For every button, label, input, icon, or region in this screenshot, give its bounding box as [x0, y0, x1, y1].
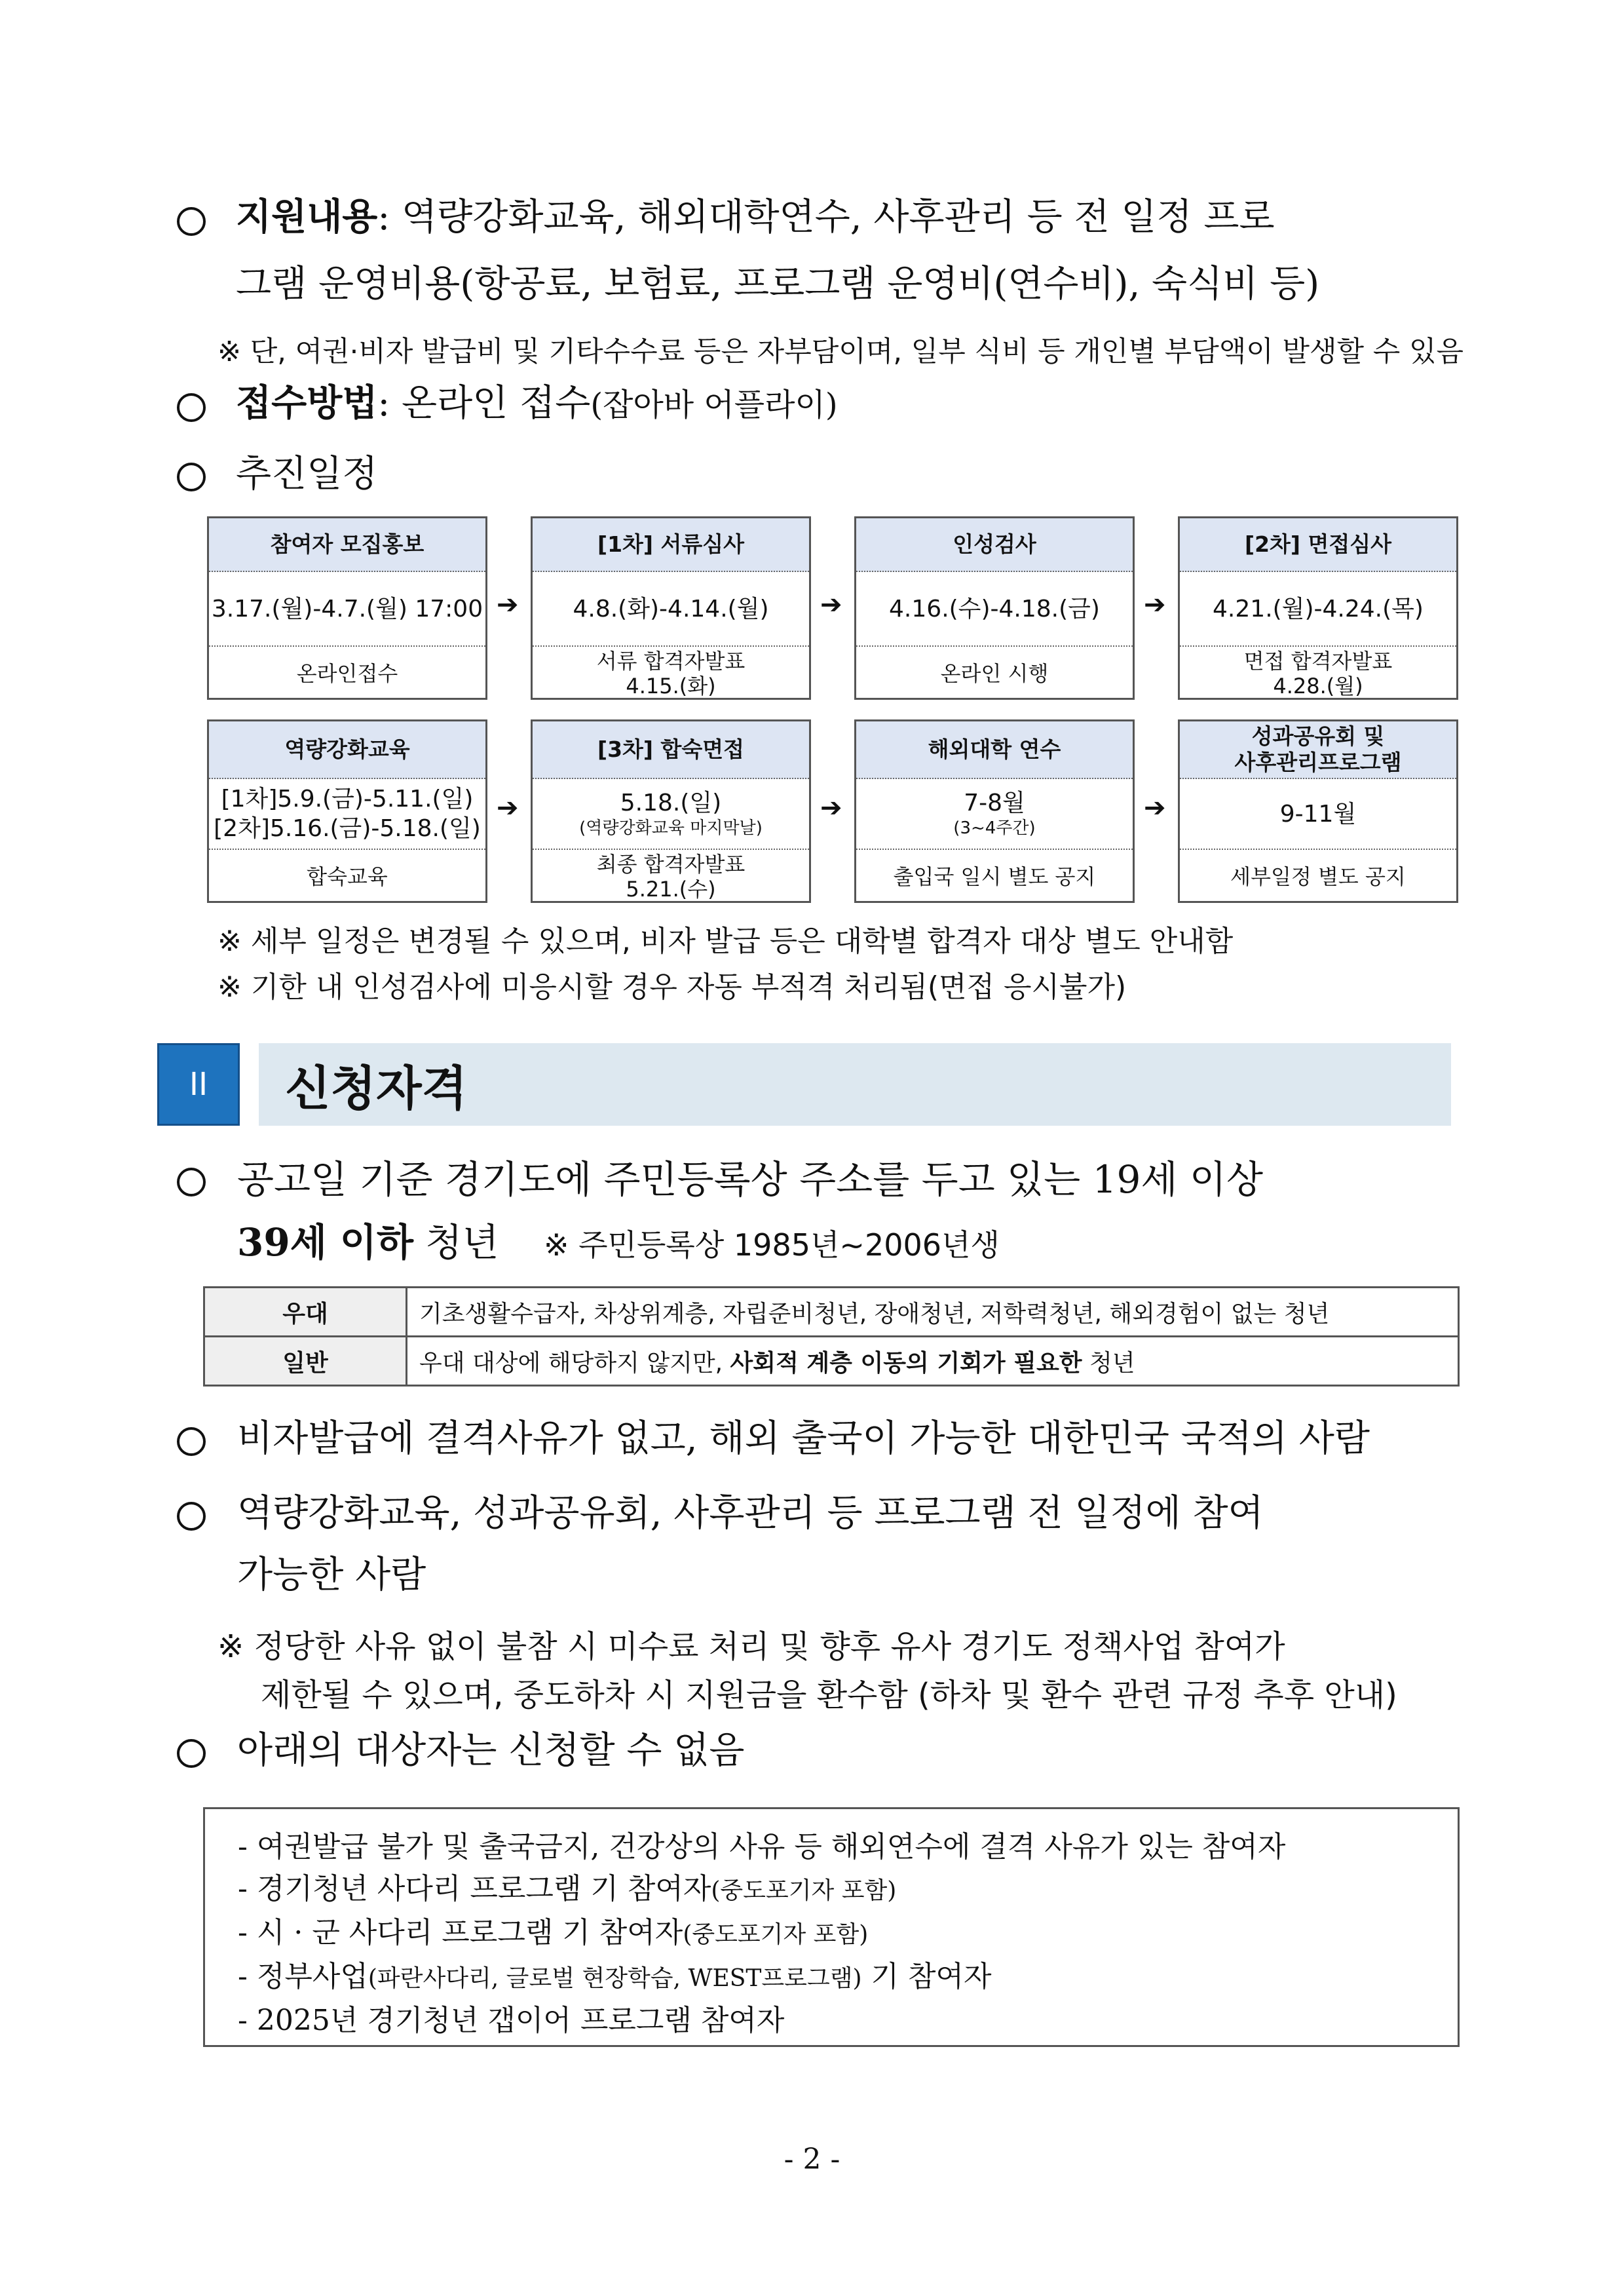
- support-label: 지원내용: [236, 196, 378, 239]
- participation-note-1: ※ 정당한 사유 없이 불참 시 미수료 처리 및 향후 유사 경기도 정책사업 참여가: [217, 1628, 1285, 1665]
- page-number: - 2 -: [784, 2143, 840, 2176]
- schedule-note-2: 4.28.(월): [1273, 674, 1363, 698]
- table-key: 일반: [204, 1337, 407, 1386]
- table-row: [204, 1288, 1459, 1337]
- table-row: [204, 1337, 1459, 1386]
- schedule-note-2: 4.15.(화): [626, 674, 716, 698]
- list-item: [238, 1868, 1425, 1912]
- schedule-date: 3.17.(월)-4.7.(월) 17:00: [211, 595, 483, 622]
- eligibility-participation-line-2: 가능한 사람: [237, 1554, 426, 1596]
- apply-method-text: : 온라인 접수: [377, 382, 591, 425]
- schedule-box-document-review: [531, 516, 811, 700]
- schedule-sub: (3~4주간): [953, 818, 1036, 839]
- exclusion-text-2: 기 참여자: [861, 1960, 992, 1993]
- support-text-2: 그램 운영비용(항공료, 보험료, 프로그램 운영비(연수비), 숙식비 등): [236, 263, 1320, 305]
- eligibility-participation-line-1: 역량강화교육, 성과공유회, 사후관리 등 프로그램 전 일정에 참여: [237, 1492, 1264, 1535]
- section-title: 신청자격: [285, 1061, 468, 1116]
- participation-note-2: 제한될 수 있으며, 중도하차 시 지원금을 환수함 (하차 및 환수 관련 규정 추후 안내): [261, 1677, 1397, 1713]
- eligibility-age-line-2: [237, 1220, 1000, 1266]
- exclusion-text: - 여권발급 불가 및 출국금지, 건강상의 사유 등 해외연수에 결격 사유가 있는 참여자: [238, 1830, 1286, 1864]
- schedule-box-overseas-training: [854, 719, 1135, 903]
- schedule-title: [3차] 합숙면접: [533, 721, 809, 779]
- list-item: [238, 2000, 1425, 2042]
- eligibility-age-youth: 청년: [413, 1220, 499, 1265]
- arrow-right-icon: ➔: [497, 793, 519, 823]
- schedule-note: 면접 합격자발표: [1243, 648, 1393, 674]
- arrow-right-icon: ➔: [1144, 590, 1166, 620]
- exclusion-text: - 2025년 경기청년 갭이어 프로그램 참여자: [238, 2004, 785, 2037]
- schedule-label: 추진일정: [236, 453, 378, 495]
- schedule-date: 9-11월: [1279, 800, 1357, 828]
- table-value-bold: 사회적 계층 이동의 기회가 필요한: [730, 1349, 1082, 1377]
- exclusion-text: - 시 · 군 사다리 프로그램 기 참여자: [238, 1916, 683, 1949]
- schedule-sub: (역량강화교육 마지막날): [579, 818, 763, 839]
- schedule-box-personality-test: [854, 516, 1135, 700]
- eligibility-table: [203, 1286, 1460, 1387]
- exclusion-small: (중도포기자 포함): [683, 1921, 869, 1948]
- exclusion-list-box: [203, 1807, 1460, 2047]
- schedule-note: 온라인 시행: [940, 660, 1049, 686]
- exclusion-small: (파란사다리, 글로벌 현장학습, WEST프로그램): [368, 1965, 862, 1992]
- schedule-note-2: ※ 기한 내 인성검사에 미응시할 경우 자동 부적격 처리됨(면접 응시불가): [217, 970, 1127, 1004]
- schedule-box-followup: [1178, 719, 1458, 903]
- table-value: [407, 1337, 1459, 1386]
- schedule-note-2: 5.21.(수): [626, 877, 716, 902]
- eligibility-visa-line: 비자발급에 결격사유가 없고, 해외 출국이 가능한 대한민국 국적의 사람: [237, 1417, 1370, 1460]
- arrow-right-icon: ➔: [497, 590, 519, 620]
- apply-method-paren: (잡아바 어플라이): [590, 387, 838, 423]
- support-note: ※ 단, 여권·비자 발급비 및 기타수수료 등은 자부담이며, 일부 식비 등 개인별 부담액이 발생할 수 있음: [217, 335, 1464, 368]
- table-value-post: 청년: [1082, 1349, 1135, 1377]
- schedule-title: [1차] 서류심사: [533, 518, 809, 572]
- section-title-bar: [259, 1043, 1451, 1126]
- table-value-pre: 우대 대상에 해당하지 않지만,: [419, 1349, 730, 1377]
- schedule-date-2: [2차]5.16.(금)-5.18.(일): [214, 815, 481, 842]
- schedule-date: 7-8월: [964, 790, 1025, 817]
- bullet-circle-icon: [177, 1168, 206, 1196]
- section-number-badge: II: [157, 1043, 240, 1126]
- apply-method-line: [236, 381, 838, 425]
- schedule-date: 5.18.(일): [620, 790, 722, 817]
- schedule-title: 성과공유회 및: [1251, 723, 1385, 750]
- schedule-note: 최종 합격자발표: [596, 851, 746, 877]
- arrow-right-icon: ➔: [820, 793, 842, 823]
- schedule-title: [2차] 면접심사: [1180, 518, 1456, 572]
- exclusion-heading: 아래의 대상자는 신청할 수 없음: [237, 1729, 745, 1772]
- table-key: 우대: [204, 1288, 407, 1337]
- schedule-date: 4.16.(수)-4.18.(금): [889, 595, 1100, 622]
- schedule-title: 참여자 모집홍보: [209, 518, 485, 572]
- support-line-1: [236, 195, 1467, 239]
- bullet-circle-icon: [177, 1502, 206, 1531]
- schedule-note: 서류 합격자발표: [596, 648, 746, 674]
- bullet-circle-icon: [177, 463, 206, 491]
- eligibility-birth-note: ※ 주민등록상 1985년~2006년생: [543, 1227, 1000, 1263]
- schedule-date: [1차]5.9.(금)-5.11.(일): [221, 786, 474, 813]
- eligibility-age-range: 39세 이하: [237, 1220, 413, 1265]
- exclusion-small: (중도포기자 포함): [711, 1877, 897, 1904]
- schedule-box-interview: [1178, 516, 1458, 700]
- bullet-circle-icon: [177, 393, 206, 422]
- bullet-circle-icon: [177, 207, 206, 236]
- exclusion-text: - 경기청년 사다리 프로그램 기 참여자: [238, 1872, 711, 1905]
- bullet-circle-icon: [177, 1427, 206, 1456]
- bullet-circle-icon: [177, 1739, 206, 1768]
- support-text-1: : 역량강화교육, 해외대학연수, 사후관리 등 전 일정 프로: [377, 196, 1275, 239]
- schedule-note: 온라인접수: [296, 660, 398, 686]
- schedule-title: 해외대학 연수: [856, 721, 1133, 779]
- list-item: [238, 1956, 1425, 2000]
- schedule-note-1: ※ 세부 일정은 변경될 수 있으며, 비자 발급 등은 대학별 합격자 대상 별도 안내함: [217, 925, 1234, 958]
- schedule-note: 합숙교육: [307, 864, 388, 889]
- table-value: 기초생활수급자, 차상위계층, 자립준비청년, 장애청년, 저학력청년, 해외경험이 없는 청년: [407, 1288, 1459, 1337]
- schedule-date: 4.8.(화)-4.14.(월): [573, 595, 769, 622]
- arrow-right-icon: ➔: [820, 590, 842, 620]
- exclusion-text: - 정부사업: [238, 1960, 368, 1993]
- schedule-note: 세부일정 별도 공지: [1230, 864, 1406, 889]
- apply-method-label: 접수방법: [236, 382, 378, 425]
- schedule-title: 인성검사: [856, 518, 1133, 572]
- support-line-2: [236, 262, 1319, 306]
- schedule-title-2: 사후관리프로그램: [1234, 750, 1402, 775]
- schedule-box-training: [207, 719, 487, 903]
- schedule-date: 4.21.(월)-4.24.(목): [1213, 595, 1424, 622]
- list-item: [238, 1826, 1425, 1868]
- schedule-title: 역량강화교육: [209, 721, 485, 779]
- schedule-note: 출입국 일시 별도 공지: [893, 864, 1096, 889]
- schedule-box-recruit: [207, 516, 487, 700]
- schedule-box-residential-interview: [531, 719, 811, 903]
- list-item: [238, 1912, 1425, 1956]
- arrow-right-icon: ➔: [1144, 793, 1166, 823]
- eligibility-age-line-1: 공고일 기준 경기도에 주민등록상 주소를 두고 있는 19세 이상: [237, 1157, 1263, 1202]
